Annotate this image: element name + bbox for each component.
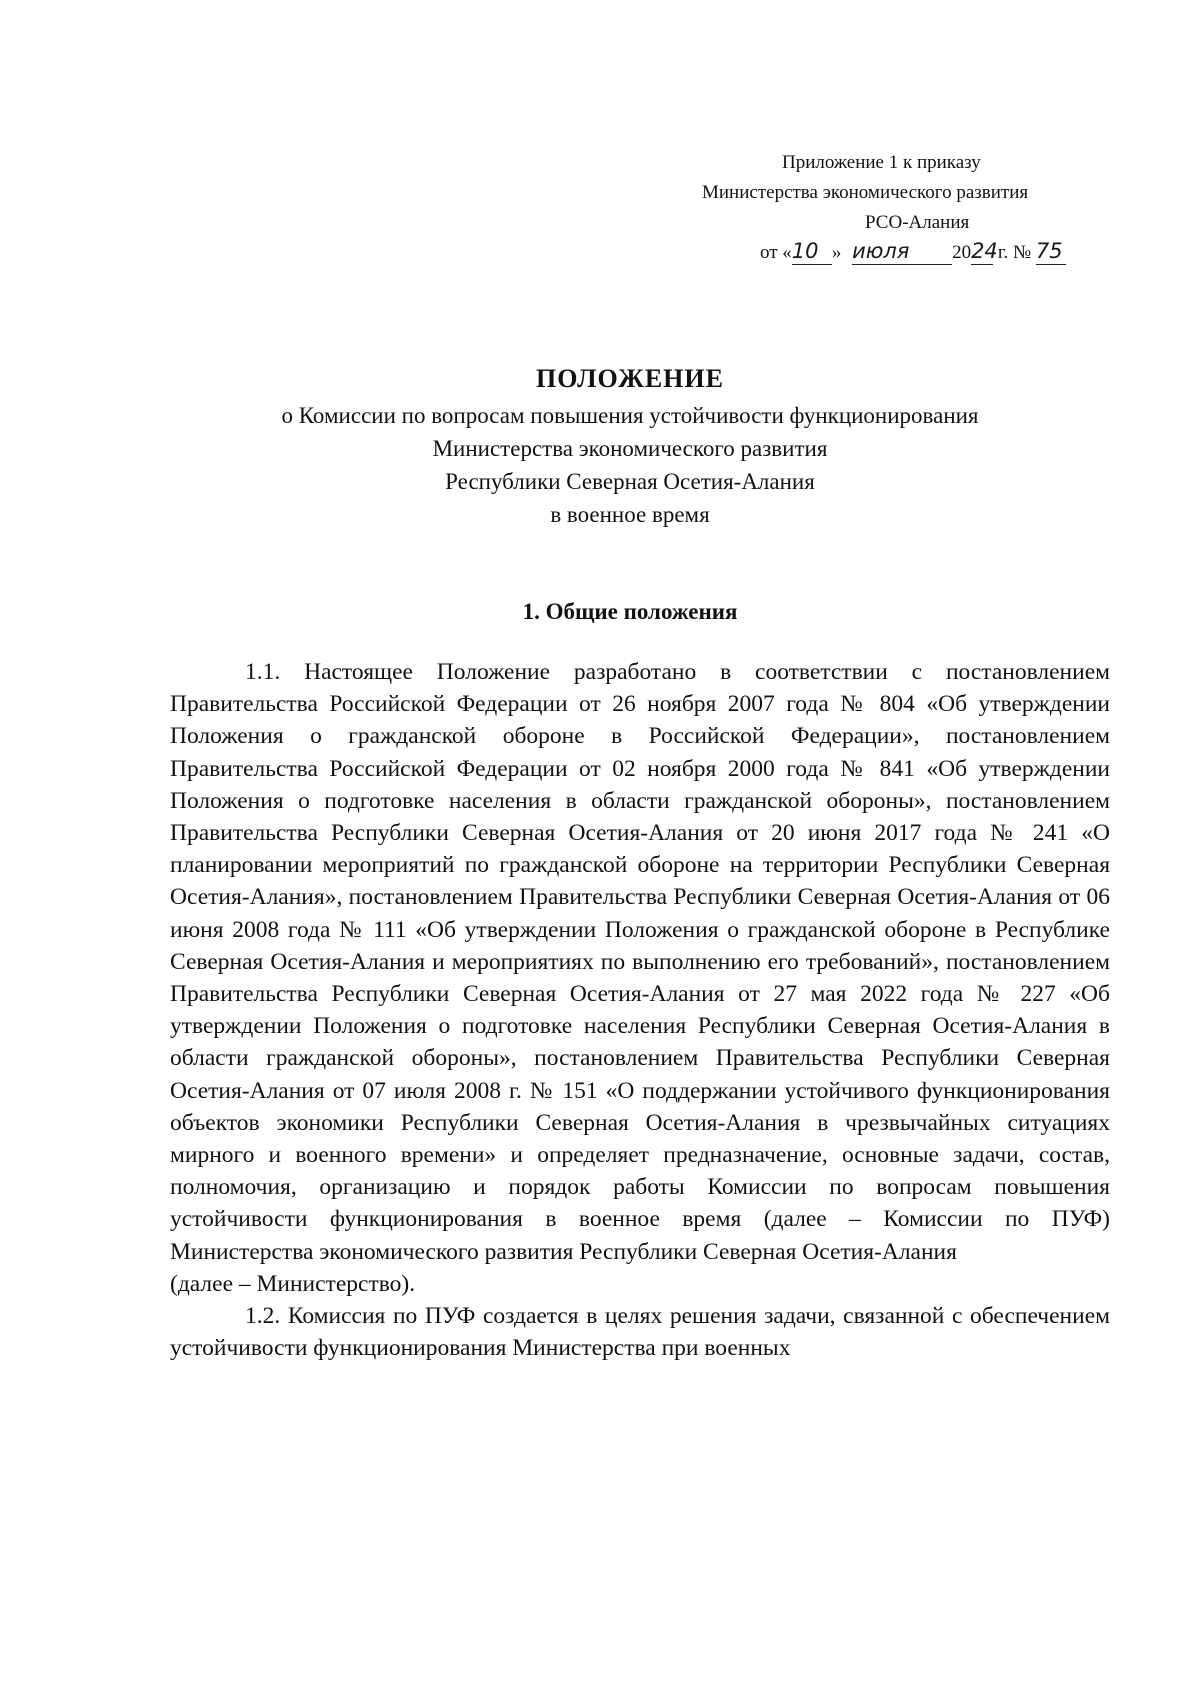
appendix-line: Приложение 1 к приказу (782, 152, 981, 173)
section-body (170, 656, 1110, 1364)
handwritten-day: 10 (791, 239, 819, 263)
date-prefix: от « (760, 242, 792, 263)
paragraph-1-1: 1.1. Настоящее Положение разработано в соответствии с постановлением Правительства Российской Федерации от 26 ноября 2007 года № 804 «Об утверждении Положения о гражданской обороне в Российской Федерации», постановлением Правительства Российской Федерации от 02 ноября 2000 года № 841 «Об утверждении Положения о подготовке населения в области гражданской обороны», постановлением Правительства Республики Северная Осетия-Алания от 20 июня 2017 года № 241 «О планировании мероприятий по гражданской обороне на территории Республики Северная Осетия-Алания», постановлением Правительства Республики Северная Осетия-Алания от 06 июня 2008 года № 111 «Об утверждении Положения о гражданской обороне в Республике Северная Осетия-Алания и мероприятиях по выполнению его требований», постановлением Правительства Республики Северная Осетия-Алания от 27 мая 2022 года № 227 «Об утверждении Положения о подготовке населения Республики Северная Осетия-Алания в области гражданской обороны», постановлением Правительства Республики Северная Осетия-Алания от 07 июля 2008 г. № 151 «О поддержании устойчивого функционирования объектов экономики Республики Северная Осетия-Алания в чрезвычайных ситуациях мирного и военного времени» и определяет предназначение, основные задачи, состав, полномочия, организацию и порядок работы Комиссии по вопросам повышения устойчивости функционирования в военное время (далее – Комиссии по ПУФ) Министерства экономического развития Республики Северная Осетия-Алания (170, 659, 1110, 1265)
year-unit: г. № (997, 242, 1032, 263)
date-day-close: » (831, 242, 842, 263)
handwritten-order-number: 75 (1035, 239, 1063, 263)
region-line: РСО-Алания (865, 212, 970, 233)
document-subtitle-line: Министерства экономического развития (432, 436, 828, 461)
appendix-header (690, 148, 1110, 268)
document-subtitle-line: Республики Северная Осетия-Алания (445, 469, 815, 494)
paragraph-1-1-tail: (далее – Министерство). (170, 1270, 416, 1297)
ministry-line: Министерства экономического развития (702, 182, 1029, 203)
document-subtitle-line: в военное время (550, 502, 710, 527)
document-title-block (150, 362, 1110, 531)
handwritten-month: июля (852, 239, 910, 263)
handwritten-year: 24 (971, 239, 998, 263)
paragraph-1-2: 1.2. Комиссия по ПУФ создается в целях решения задачи, связанной с обеспечением устойчивости функционирования Министерства при военных (170, 1303, 1110, 1362)
document-title: ПОЛОЖЕНИЕ (536, 364, 724, 393)
document-subtitle-line: о Комиссии по вопросам повышения устойчивости функционирования (281, 403, 979, 428)
year-prefix: 20 (952, 242, 972, 263)
section-heading: 1. Общие положения (522, 599, 738, 624)
order-date-line (690, 238, 1110, 268)
